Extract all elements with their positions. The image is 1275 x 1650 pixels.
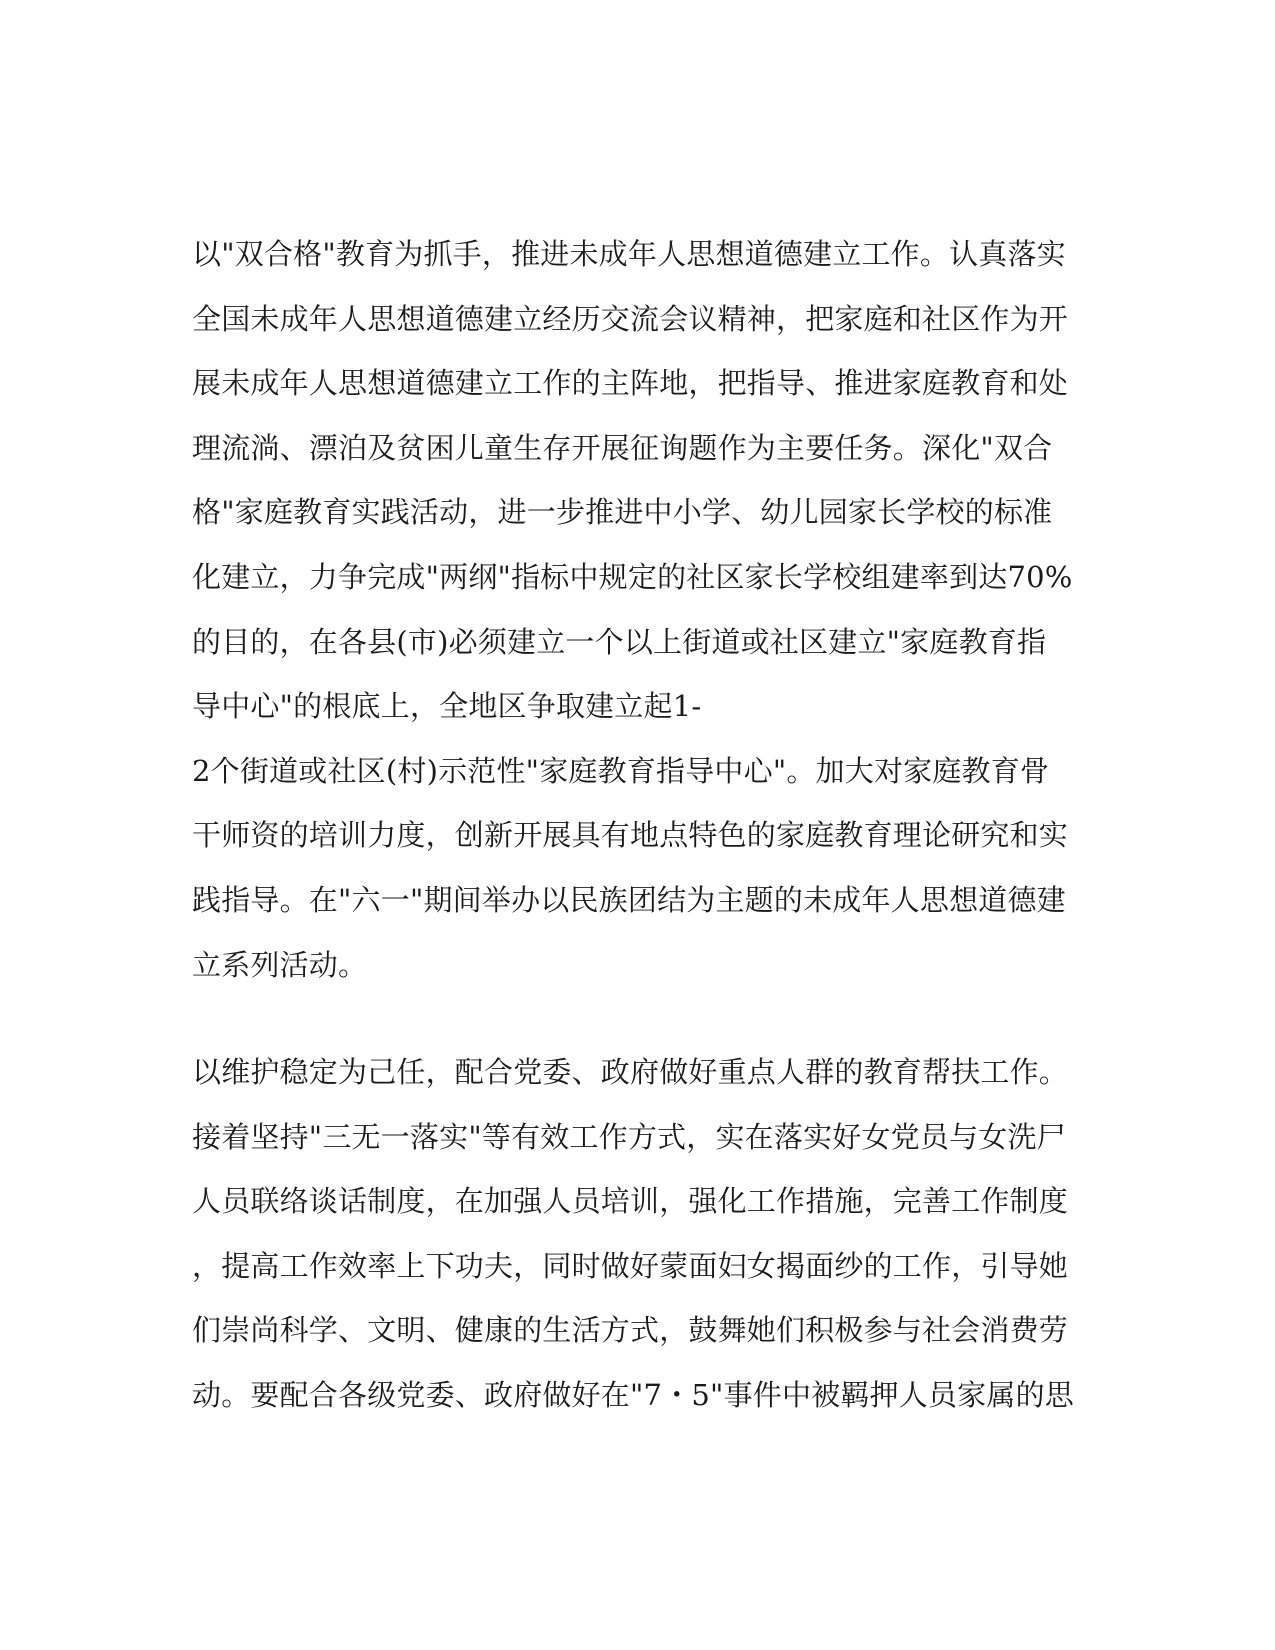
text-line: 2个街道或社区(村)示范性"家庭教育指导中心"。加大对家庭教育骨: [192, 753, 1050, 788]
text-line: 践指导。在"六一"期间举办以民族团结为主题的未成年人思想道德建: [192, 882, 1066, 917]
text-line: 化建立，力争完成"两纲"指标中规定的社区家长学校组建率到达70%: [192, 559, 1073, 594]
text-line: 展未成年人思想道德建立工作的主阵地，把指导、推进家庭教育和处: [192, 366, 1069, 401]
text-line: 全国未成年人思想道德建立经历交流会议精神，把家庭和社区作为开: [192, 301, 1069, 336]
text-line: 人员联络谈话制度，在加强人员培训，强化工作措施，完善工作制度: [192, 1184, 1069, 1219]
text-line: 动。要配合各级党委、政府做好在"7・5"事件中被羁押人员家属的思: [192, 1377, 1074, 1412]
text-line: 干师资的培训力度，创新开展具有地点特色的家庭教育理论研究和实: [192, 818, 1069, 853]
paragraph-stability-work: [192, 1040, 1092, 1428]
text-line: 们崇尚科学、文明、健康的生活方式，鼓舞她们积极参与社会消费劳: [192, 1313, 1069, 1348]
text-line: 接着坚持"三无一落实"等有效工作方式，实在落实好女党员与女洗尸: [192, 1119, 1066, 1154]
text-line: 的目的，在各县(市)必须建立一个以上街道或社区建立"家庭教育指: [192, 624, 1047, 659]
paragraph-family-education: [192, 222, 1092, 997]
text-line: 立系列活动。: [192, 947, 368, 982]
text-line: ，提高工作效率上下功夫，同时做好蒙面妇女揭面纱的工作，引导她: [192, 1248, 1069, 1283]
text-line: 以维护稳定为己任，配合党委、政府做好重点人群的教育帮扶工作。: [192, 1055, 1069, 1089]
text-line: 导中心"的根底上，全地区争取建立起1-: [192, 689, 702, 724]
text-line: 以"双合格"教育为抓手，推进未成年人思想道德建立工作。认真落实: [192, 237, 1066, 271]
text-line: 理流淌、漂泊及贫困儿童生存开展征询题作为主要任务。深化"双合: [192, 430, 1053, 465]
text-line: 格"家庭教育实践活动，进一步推进中小学、幼儿园家长学校的标准: [192, 495, 1053, 530]
